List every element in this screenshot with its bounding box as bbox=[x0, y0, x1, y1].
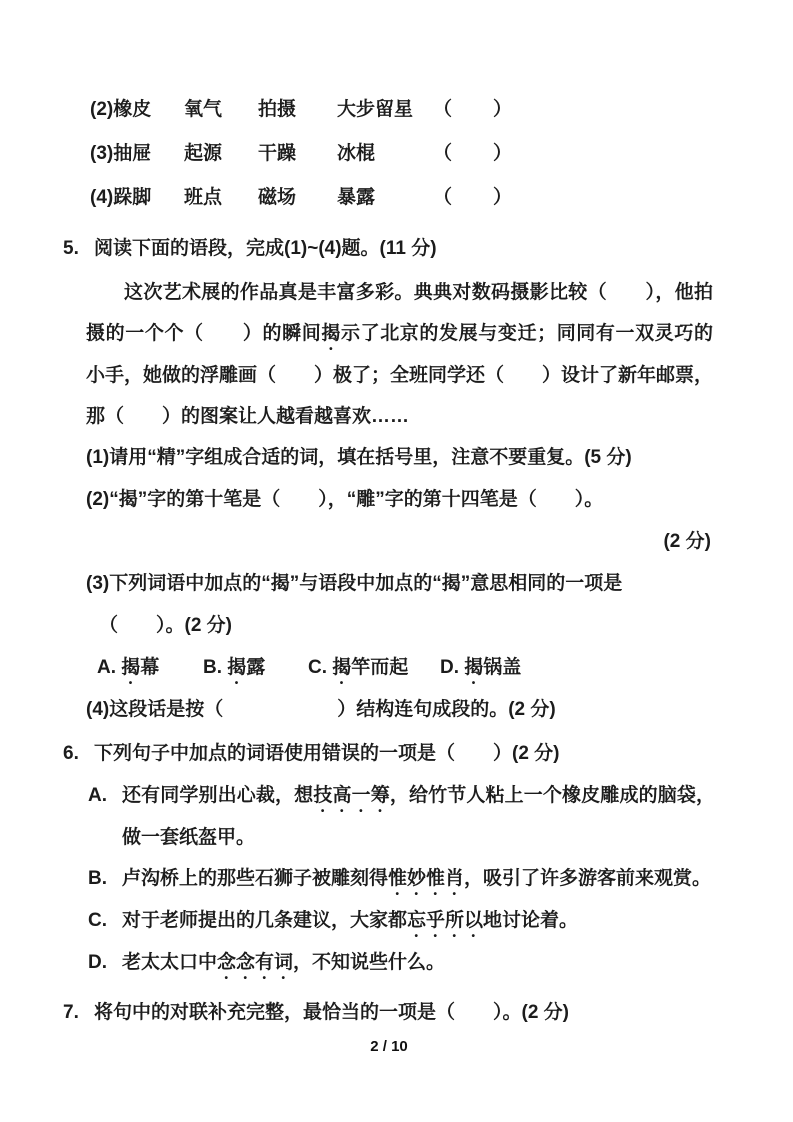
q5-sub3-options bbox=[86, 647, 713, 689]
text-segment: A. bbox=[97, 657, 122, 678]
question-number: 7. bbox=[63, 1002, 79, 1023]
word: 冰棍 bbox=[337, 143, 376, 164]
word-row-2 bbox=[63, 88, 713, 132]
question-6-heading bbox=[63, 733, 713, 775]
emphasized-text: 揭 bbox=[227, 657, 247, 678]
reading-passage bbox=[86, 272, 713, 437]
option-c-row bbox=[88, 900, 715, 942]
answer-brackets: （ ） bbox=[433, 187, 514, 208]
option-a-row bbox=[88, 775, 715, 858]
option-b-row bbox=[88, 858, 715, 900]
question-number: 6. bbox=[63, 743, 79, 764]
option-label: A. bbox=[88, 785, 107, 806]
page-number-indicator: 2 / 10 bbox=[370, 1038, 408, 1055]
q5-sub3-line1: (3)下列词语中加点的“揭”与语段中加点的“揭”意思相同的一项是 bbox=[86, 573, 623, 594]
text-segment: 露 bbox=[246, 657, 266, 678]
question-text: 下列句子中加点的词语使用错误的一项是（ ）(2 分) bbox=[94, 743, 560, 764]
emphasized-text: 揭 bbox=[121, 657, 141, 678]
text-segment: 幕 bbox=[140, 657, 160, 678]
emphasized-text: 揭 bbox=[332, 657, 352, 678]
option-d-row bbox=[88, 942, 715, 984]
text-segment: B. bbox=[203, 657, 228, 678]
word: 磁场 bbox=[258, 187, 297, 208]
option-label: D. bbox=[88, 952, 107, 973]
word-cell bbox=[90, 177, 184, 219]
text-segment: 地讨论着。 bbox=[483, 910, 579, 931]
text-segment: 锅盖 bbox=[483, 657, 522, 678]
text-segment: 这次艺术展的作品真是丰富多彩。典典对数码摄影比较（ ），他拍摄的一个个（ ）的瞬间 bbox=[86, 282, 713, 344]
emphasized-text: 揭 bbox=[321, 323, 341, 344]
answer-brackets: （ ） bbox=[433, 143, 514, 164]
option-text bbox=[122, 942, 715, 984]
option-label: C. bbox=[88, 910, 107, 931]
text-segment: 对于老师提出的几条建议，大家都 bbox=[122, 910, 408, 931]
question-7-heading bbox=[63, 992, 713, 1034]
q5-sub3-line2: （ ）。(2 分) bbox=[99, 615, 233, 636]
word: 起源 bbox=[184, 143, 223, 164]
text-segment: 竿而起 bbox=[351, 657, 409, 678]
option-label: B. bbox=[88, 868, 107, 889]
emphasized-text: 念念有词 bbox=[217, 952, 294, 973]
word: 抽屉 bbox=[113, 143, 152, 164]
text-segment: 示了北京的发展与变迁；同同有一双灵巧的小手，她做的浮雕画（ ）极了；全班同学还（ ）设计了新年邮票，那（ ）的图案让人越看越喜欢…… bbox=[86, 323, 714, 427]
word-cell bbox=[90, 89, 184, 131]
q5-sub1: (1)请用“精”字组成合适的词，填在括号里，注意不要重复。(5 分) bbox=[86, 447, 632, 468]
page-content bbox=[63, 88, 713, 1034]
word: 橡皮 bbox=[113, 99, 152, 120]
word-row-4 bbox=[63, 176, 713, 220]
text-segment: 卢沟桥上的那些石狮子被雕刻得 bbox=[122, 868, 389, 889]
question-text: 将句中的对联补充完整，最恰当的一项是（ ）。(2 分) bbox=[94, 1002, 570, 1023]
text-segment: 老太太口中 bbox=[122, 952, 218, 973]
q5-sub2-score: (2 分) bbox=[663, 531, 711, 552]
question-5-heading bbox=[63, 228, 713, 270]
text-segment: ，不知说些什么。 bbox=[293, 952, 446, 973]
word: 班点 bbox=[184, 187, 223, 208]
word: 氧气 bbox=[184, 99, 223, 120]
item-number: (4) bbox=[90, 187, 114, 208]
item-number: (3) bbox=[90, 143, 114, 164]
word: 干躁 bbox=[258, 143, 297, 164]
text-segment: ，给竹节人粘上一个橡皮雕成的脑袋，做一套纸盔甲。 bbox=[122, 785, 715, 848]
option-c bbox=[308, 647, 440, 689]
emphasized-text: 惟妙惟肖 bbox=[388, 868, 465, 889]
emphasized-text: 忘乎所以 bbox=[407, 910, 484, 931]
answer-brackets: （ ） bbox=[433, 99, 514, 120]
option-text bbox=[122, 900, 715, 942]
q5-sub2: (2)“揭”字的第十笔是（ ），“雕”字的第十四笔是（ ）。 bbox=[86, 489, 604, 510]
question-number: 5. bbox=[63, 238, 79, 259]
emphasized-text: 技高一筹 bbox=[313, 785, 390, 806]
text-segment: 还有同学别出心裁，想 bbox=[122, 785, 314, 806]
q5-sub4: (4)这段话是按（ ）结构连句成段的。(2 分) bbox=[86, 699, 556, 720]
option-b bbox=[203, 647, 308, 689]
option-text bbox=[122, 858, 715, 900]
option-text bbox=[122, 775, 715, 858]
option-d bbox=[440, 647, 521, 689]
text-segment: ，吸引了许多游客前来观赏。 bbox=[464, 868, 712, 889]
text-segment: C. bbox=[308, 657, 333, 678]
word: 暴露 bbox=[337, 187, 376, 208]
option-a bbox=[97, 647, 203, 689]
emphasized-text: 揭 bbox=[464, 657, 484, 678]
item-number: (2) bbox=[90, 99, 114, 120]
word: 跺脚 bbox=[113, 187, 152, 208]
word-cell bbox=[90, 133, 184, 175]
word: 大步留星 bbox=[337, 99, 414, 120]
word-row-3 bbox=[63, 132, 713, 176]
text-segment: D. bbox=[440, 657, 465, 678]
question-text: 阅读下面的语段，完成(1)~(4)题。(11 分) bbox=[94, 238, 437, 259]
q6-options bbox=[63, 775, 713, 984]
word: 拍摄 bbox=[258, 99, 297, 120]
